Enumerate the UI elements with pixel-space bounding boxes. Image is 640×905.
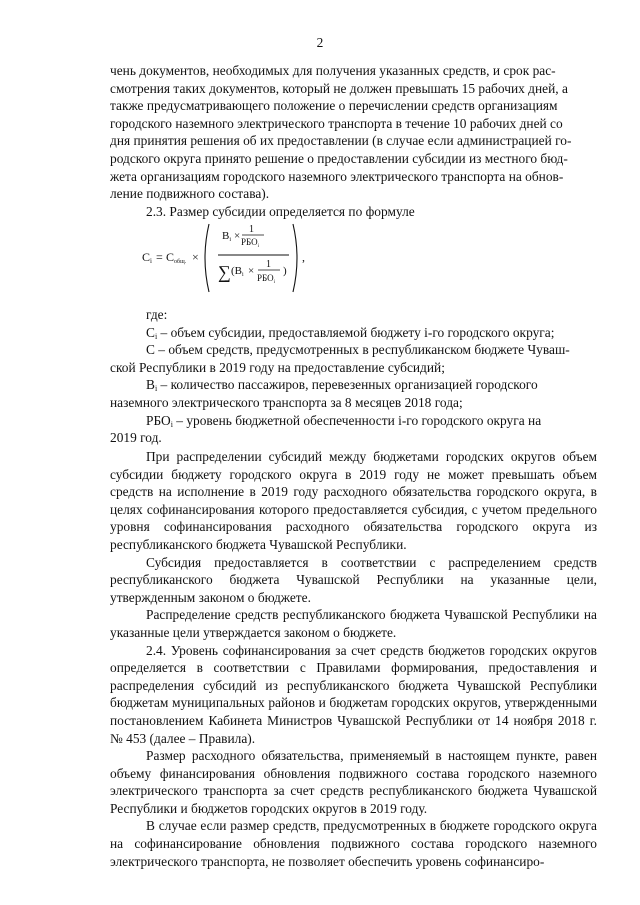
paragraph-continuation: [110, 62, 597, 220]
para-distribution: При распределении субсидий между бюджетами городских округов объем субсидии бюджету городского округа в 2019 году не может превышать объем средств на исполнение в 2019 году расходного обязательства городского округа, в целях софинансирования которого предоставляется субсидия, с учетом предельного уровня софинансирования расходного обязательства городского округа из республиканского бюджета Чувашской Республики.: [110, 449, 597, 552]
def-rbo: $РБО_i$ – уровень бюджетной обеспеченности i-го городского округа на: [146, 412, 542, 429]
right-paren: [293, 224, 297, 292]
denominator-close: ): [283, 265, 287, 277]
clause-2-3: 2.3. Размер субсидии определяется по формуле: [146, 203, 415, 219]
text-line: дня принятия решения об их предоставлении (в случае если администрацией го-: [110, 133, 572, 149]
text-line: также предусматривающего положение о перечислении средств организациям: [110, 98, 558, 114]
para-size: Размер расходного обязательства, применяемый в настоящем пункте, равен объему финансирования обновления подвижного состава городского наземного электрического транспорта за счет средств республиканского бюджета Чувашской Республики и бюджетов городских округов в 2019 году.: [110, 748, 597, 816]
main-body: [110, 448, 597, 870]
where-label: где:: [146, 307, 168, 322]
left-paren: [205, 224, 209, 292]
para-approved: Распределение средств республиканского бюджета Чувашской Республики на указанные цели утверждается законом о бюджете.: [110, 607, 597, 640]
denominator-one: 1: [266, 259, 271, 270]
text-line: городского наземного электрического транспорта в течение 10 рабочих дней со: [110, 115, 563, 131]
def-bi: $B_i$ – количество пассажиров, перевезенных организацией городского: [146, 377, 538, 394]
denominator-rbo: $РБО_i$: [257, 273, 276, 285]
def-c-cont: ской Республики в 2019 году на предоставление субсидий;: [110, 359, 445, 375]
numerator-rbo: $РБО_i$: [241, 237, 260, 249]
numerator-b: Bi: [222, 230, 232, 243]
text-line: ление подвижного состава).: [110, 186, 270, 202]
text-line: жета организациям городского наземного электрического транспорта на обнов-: [110, 168, 564, 184]
def-c: С – объем средств, предусмотренных в республиканском бюджете Чуваш-: [146, 342, 570, 358]
numerator-one: 1: [249, 224, 254, 235]
subsidy-formula: [142, 222, 312, 294]
clause-2-4: 2.4. Уровень софинансирования за счет средств бюджетов городских округов определяется в соответствии с Правилами формирования, предоставления и распределения субсидий из республиканского бюджета Чувашской Республики бюджетам муниципальных районов и бюджетам городских округов, утвержденными постановлением Кабинета Министров Чувашской Республики от 14 ноября 2018 г. № 453 (далее – Правила).: [110, 642, 597, 746]
def-rbo-cont: 2019 год.: [110, 430, 162, 446]
text-line: родского округа принято решение о предоставлении субсидии из местного бюд-: [110, 150, 568, 166]
def-bi-cont: наземного электрического транспорта за 8 месяцев 2018 года;: [110, 394, 463, 410]
formula-times: ×: [192, 250, 199, 264]
formula-comma: ,: [302, 250, 305, 264]
text-line: чень документов, необходимых для получения указанных средств, и срок рас-: [110, 63, 556, 78]
formula-equals: =: [156, 250, 163, 264]
para-provided: Субсидия предоставляется в соответствии с распределением средств республиканского бюджета Чувашской Республики на указанные цели, утвержденным законом о бюджете.: [110, 554, 597, 605]
formula-lhs: Ci: [142, 250, 152, 265]
page-number: 2: [316, 35, 324, 50]
text-line: смотрения таких документов, который не должен превышать 15 рабочих дней, а: [110, 80, 568, 96]
numerator-times: ×: [234, 230, 241, 242]
def-ci: $C_i$ – объем субсидии, предоставляемой бюджету i-го городского округа;: [146, 324, 555, 341]
denominator-b: (Bi: [231, 265, 244, 278]
formula-total: Cобщ.: [166, 250, 187, 265]
definitions-block: [110, 306, 597, 447]
sum-sign: ∑: [218, 262, 231, 282]
denominator-times: ×: [248, 265, 255, 277]
para-case: В случае если размер средств, предусмотренных в бюджете городского округа на софинансирование обновления подвижного состава городского наземного электрического транспорта, не позволяет обеспечить уровень софинансиро-: [110, 818, 597, 869]
